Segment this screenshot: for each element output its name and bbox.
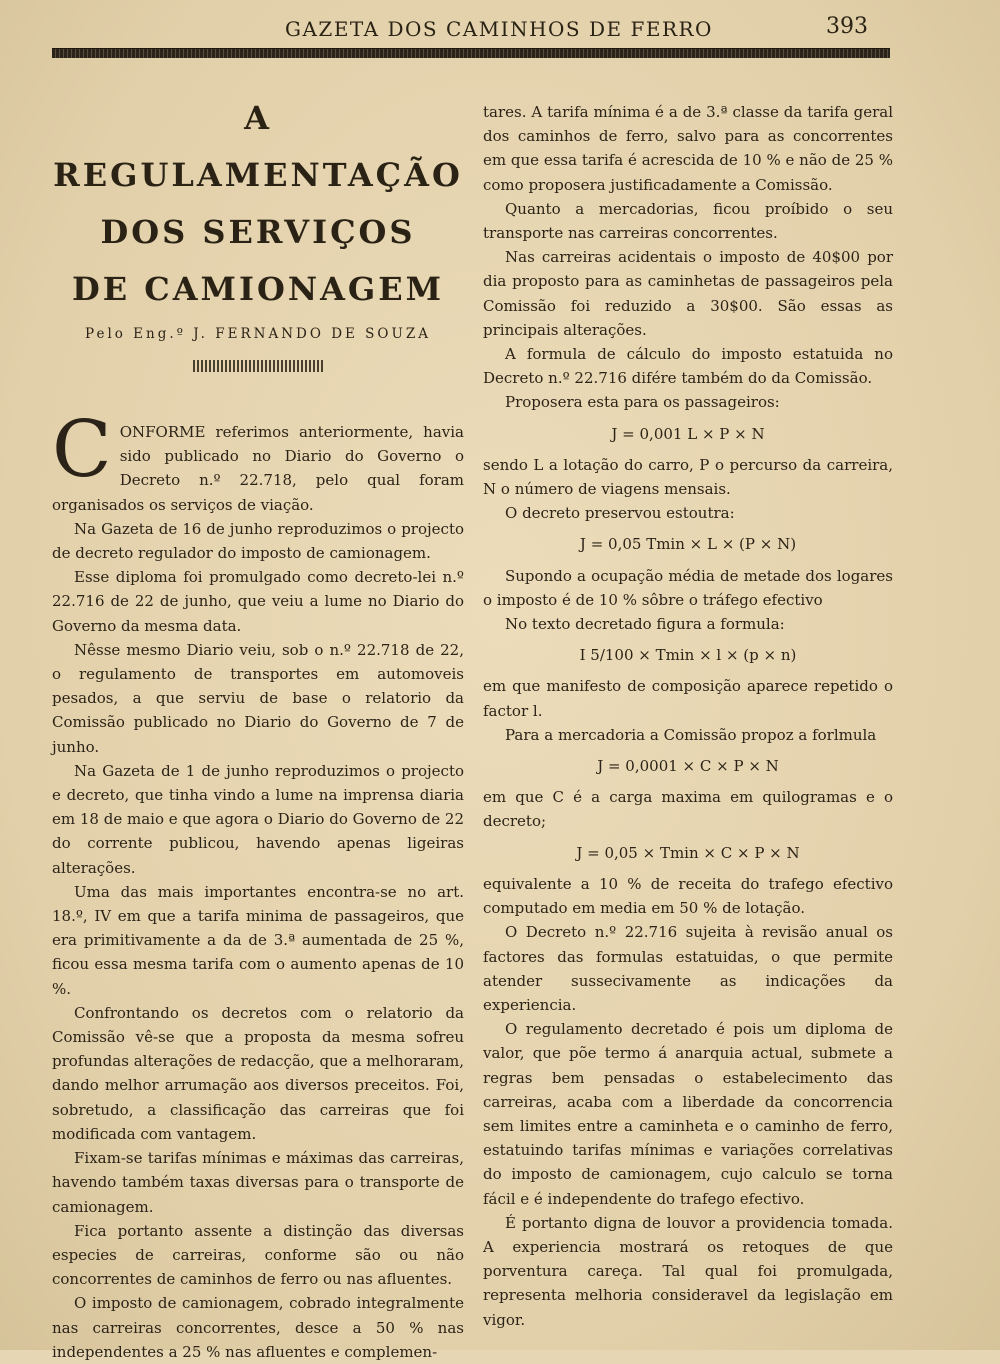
paragraph	[483, 564, 893, 612]
page-number: 393	[826, 14, 868, 39]
paragraph-text: Proposera esta para os passageiros:	[505, 393, 780, 412]
paragraph-text: tares. A tarifa mínima é a de 3.ª classe da tarifa geral dos caminhos de ferro, salvo para as concorrentes em que essa tarifa é acrescida de 10 % e não de 25 % como proposera justificadamente a Comissão.	[483, 103, 893, 194]
paragraph-text: ONFORME referimos anteriormente, havia sido publicado no Diario do Governo o Decreto n.º 22.718, pelo qual foram organisados os serviços de viação.	[52, 423, 464, 514]
paragraph-text: Na Gazeta de 16 de junho reproduzimos o projecto de decreto regulador do imposto de camionagem.	[52, 519, 464, 563]
paragraph-text: em que C é a carga maxima em quilogramas e o decreto;	[483, 788, 893, 831]
paragraph	[52, 638, 464, 759]
paragraph-text: Nas carreiras acidentais o imposto de 40$00 por dia proposto para as caminhetas de passageiros pela Comissão foi reduzido a 30$00. São essas as principais alterações.	[483, 248, 893, 339]
right-body-text	[483, 100, 893, 1332]
formula: J = 0,001 L × P × N	[611, 424, 765, 443]
paragraph	[483, 612, 893, 636]
byline: Pelo Eng.º J. FERNANDO DE SOUZA	[84, 326, 431, 342]
paragraph-text: Supondo a ocupação média de metade dos logares o imposto é de 10 % sôbre o tráfego efectivo	[483, 566, 893, 609]
paragraph	[483, 197, 893, 245]
paragraph	[483, 785, 893, 833]
ornament-divider	[193, 360, 323, 372]
left-body-text	[52, 405, 464, 1364]
paragraph-text: O Decreto n.º 22.716 sujeita à revisão anual os factores das formulas estatuidas, o que permite atender sussecivamente as indicações da experiencia.	[483, 923, 893, 1014]
paragraph	[52, 1291, 464, 1364]
paragraph-text: Fica portanto assente a distinção das diversas especies de carreiras, conforme são ou não concorrentes de caminhos de ferro ou nas afluentes.	[52, 1221, 464, 1289]
paragraph	[52, 405, 464, 517]
paragraph-text: Na Gazeta de 1 de junho reproduzimos o projecto e decreto, que tinha vindo a lume na imprensa diaria em 18 de maio e que agora o Diario do Governo de 22 do corrente publicou, havendo apenas ligeiras alterações.	[52, 761, 464, 877]
formula: I 5/100 × Tmin × l × (p × n)	[579, 646, 797, 665]
paragraph	[483, 723, 893, 747]
paragraph	[483, 100, 893, 197]
paragraph	[483, 342, 893, 390]
paragraph-text: Confrontando os decretos com o relatorio da Comissão vê-se que a proposta da mesma sofreu profundas alterações de redacção, que a melhoraram, dando melhor arrumação aos diversos preceitos. Foi, sobretudo, a classificação das carreiras que foi modificada com vantagem.	[52, 1003, 464, 1143]
title-line: DE CAMIONAGEM	[71, 270, 445, 308]
paragraph-text: O imposto de camionagem, cobrado integralmente nas carreiras concorrentes, desce a 50 % nas independentes a 25 % nas afluentes e complemen-	[52, 1294, 464, 1361]
paragraph	[483, 1017, 893, 1211]
paragraph	[52, 517, 464, 565]
paragraph-text: sendo L a lotação do carro, P o percurso da carreira, N o número de viagens mensais.	[483, 455, 893, 499]
paragraph	[52, 759, 464, 880]
paragraph-text: Fixam-se tarifas mínimas e máximas das carreiras, havendo também taxas diversas para o transporte de camionagem.	[52, 1149, 464, 1216]
paragraph	[52, 1219, 464, 1292]
paragraph	[52, 880, 464, 1001]
paragraph	[483, 674, 893, 722]
title-line: DOS SERVIÇOS	[100, 213, 416, 251]
paragraph	[483, 920, 893, 1017]
right-column	[483, 100, 893, 1332]
paragraph-text: A formula de cálculo do imposto estatuida no Decreto n.º 22.716 difére também do da Comissão.	[483, 345, 893, 388]
paragraph-text: É portanto digna de louvor a providencia tomada. A experiencia mostrará os retoques de que porventura careça. Tal qual foi promulgada, representa melhoria consideravel da legislação em vigor.	[483, 1213, 893, 1329]
paragraph-text: No texto decretado figura a formula:	[505, 615, 785, 634]
paragraph	[483, 501, 893, 525]
paragraph-text: O regulamento decretado é pois um diploma de valor, que põe termo á anarquia actual, submete a regras bem pensadas o estabelecimento das carreiras, acaba com a liberdade da concorrencia sem limites entre a caminheta e o caminho de ferro, estatuindo tarifas mínimas e variações correlativas do imposto de camionagem, cujo calculo se torna fácil e é independente do trafego efectivo.	[483, 1020, 893, 1208]
title-line: A REGULAMENTAÇÃO	[53, 99, 463, 194]
left-column	[52, 90, 464, 1364]
formula: J = 0,05 Tmin × L × (P × N)	[579, 535, 797, 554]
paragraph	[483, 245, 893, 342]
paragraph-text: Quanto a mercadorias, ficou proíbido o seu transporte nas carreiras concorrentes.	[483, 199, 893, 243]
formula: J = 0,0001 × C × P × N	[597, 757, 779, 776]
running-header: GAZETA DOS CAMINHOS DE FERRO	[285, 17, 713, 41]
paragraph-text: Para a mercadoria a Comissão propoz a forlmula	[505, 725, 877, 744]
paragraph	[52, 1146, 464, 1219]
paragraph	[483, 872, 893, 920]
header-rule	[52, 48, 890, 58]
paragraph-text: O decreto preservou estoutra:	[505, 504, 735, 523]
paragraph-text: Nêsse mesmo Diario veiu, sob o n.º 22.718 de 22, o regulamento de transportes em automoveis pesados, a que serviu de base o relatorio da Comissão publicado no Diario do Governo de 7 de junho.	[52, 640, 464, 756]
paragraph	[483, 453, 893, 501]
paragraph	[483, 1211, 893, 1332]
article-title	[52, 90, 464, 318]
formula: J = 0,05 × Tmin × C × P × N	[576, 843, 800, 862]
paragraph	[52, 565, 464, 638]
paragraph-text: equivalente a 10 % de receita do trafego efectivo computado em media em 50 % de lotação.	[483, 874, 893, 918]
paragraph	[483, 390, 893, 414]
paragraph	[52, 1001, 464, 1146]
drop-cap: C	[52, 405, 112, 495]
paragraph-text: em que manifesto de composição aparece repetido o factor l.	[483, 677, 893, 720]
paragraph-text: Esse diploma foi promulgado como decreto-lei n.º 22.716 de 22 de junho, que veiu a lume no Diario do Governo da mesma data.	[52, 568, 464, 635]
paragraph-text: Uma das mais importantes encontra-se no art. 18.º, IV em que a tarifa minima de passageiros, que era primitivamente a da de 3.ª aumentada de 25 %, ficou essa mesma tarifa com o aumento apenas de 10 %.	[52, 882, 464, 998]
